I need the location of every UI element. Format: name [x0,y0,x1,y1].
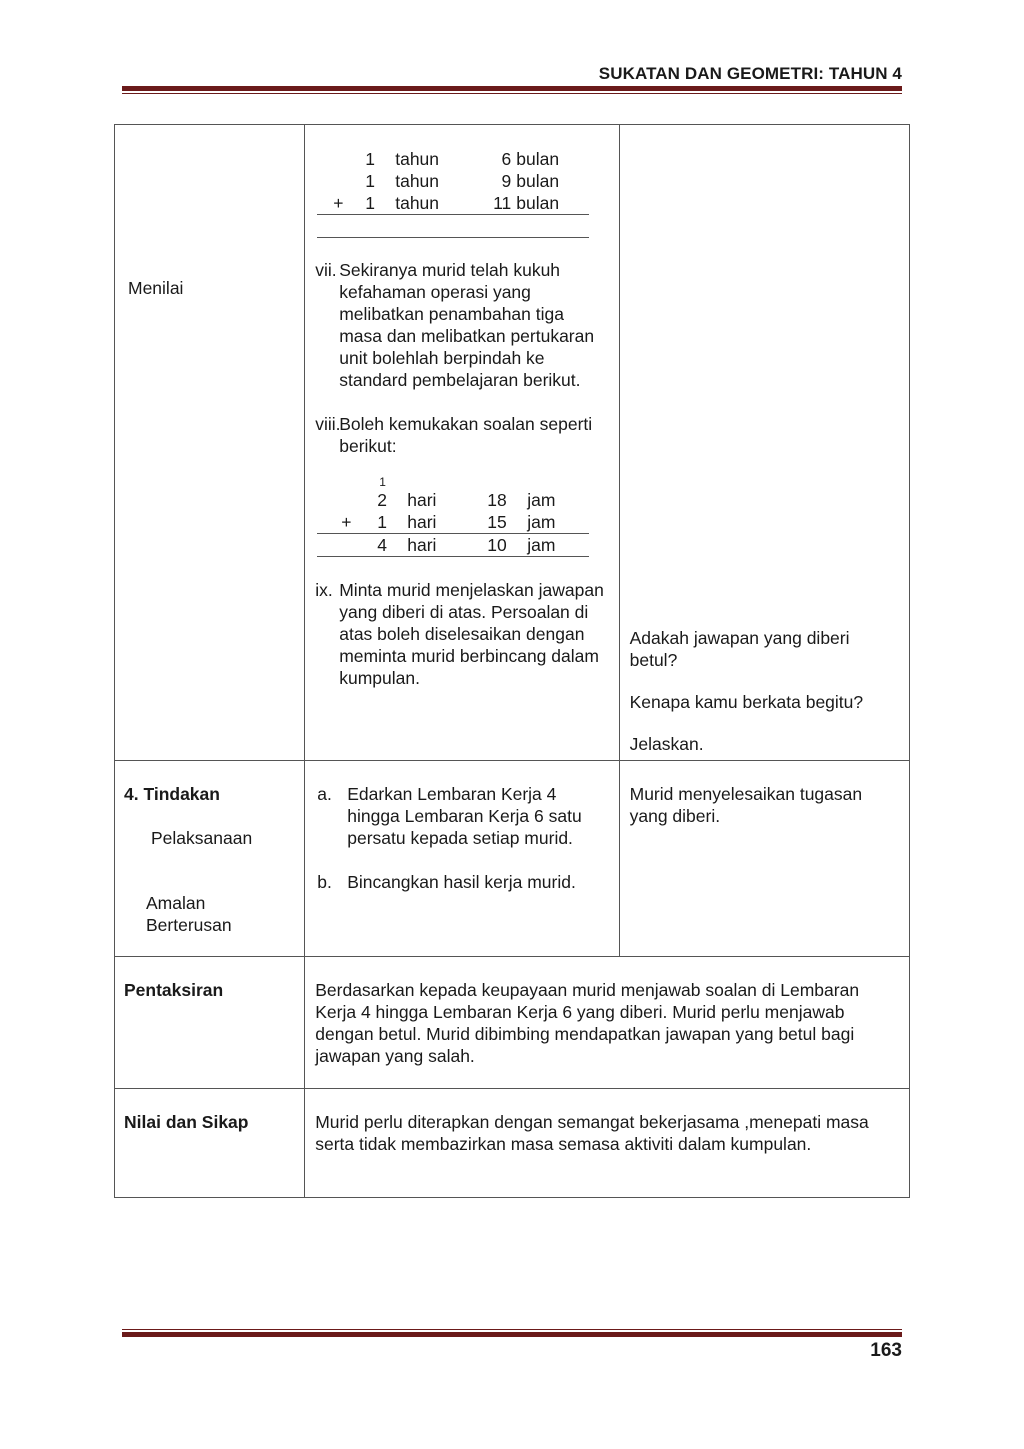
time-addition-years [317,148,589,238]
nilai-text-cell [305,1089,910,1198]
menilai-activity-cell [305,125,619,761]
calc-row: + 1 hari 15 jam [317,511,589,534]
tindakan-note: Murid menyelesaikan tugasan yang diberi. [629,784,863,826]
footer-rule [122,1329,902,1337]
header-rule [122,86,902,94]
menilai-label: Menilai [128,278,184,298]
table-row-nilai [115,1089,910,1198]
calc-row: 1 tahun 6 bulan [365,149,560,169]
carry-digit: 1 [379,475,386,489]
pentaksiran-text: Berdasarkan kepada keupayaan murid menjawab soalan di Lembaran Kerja 4 hingga Lembaran Kerja 6 yang diberi. Murid perlu menjawab dengan betul. Murid dibimbing mendapatkan jawapan yang betul bagi jawapan yang salah. [315,980,860,1066]
list-item: a. Edarkan Lembaran Kerja 4 hingga Lembaran Kerja 6 satu persatu kepada setiap murid. [317,784,582,848]
tindakan-activity-cell [305,761,619,957]
amalan-label: Amalan Berterusan [146,893,232,935]
note-question: Jelaskan. [629,734,704,754]
note-question: Adakah jawapan yang diberi betul? [629,628,850,670]
list-item: b. Bincangkan hasil kerja murid. [317,872,576,892]
note-question: Kenapa kamu berkata begitu? [629,692,864,712]
step-vii: vii. Sekiranya murid telah kukuh kefahaman operasi yang melibatkan penambahan tiga masa dan melibatkan pertukaran unit bolehlah berpindah ke standard pembelajaran berikut. [315,260,595,390]
calc-row: 1 tahun 9 bulan [365,171,560,191]
table-row-menilai [115,125,910,761]
step-ix: ix. Minta murid menjelaskan jawapan yang diberi di atas. Persoalan di atas boleh diselesaikan dengan meminta murid berbincang dalam kumpulan. [315,580,604,688]
lesson-plan-table [114,124,910,1198]
time-addition-days [317,467,589,557]
nilai-text: Murid perlu diterapkan dengan semangat bekerjasama ,menepati masa serta tidak membazirkan masa semasa aktiviti dalam kumpulan. [315,1112,869,1154]
nilai-label-cell [115,1089,305,1198]
pentaksiran-label: Pentaksiran [124,980,224,1000]
calc-row: 4 hari 10 jam [317,534,589,557]
table-row-tindakan [115,761,910,957]
menilai-label-cell [115,125,305,761]
table-row-pentaksiran [115,957,910,1089]
pentaksiran-text-cell [305,957,910,1089]
tindakan-label-cell [115,761,305,957]
step-viii: viii. Boleh kemukakan soalan seperti berikut: [315,414,593,456]
pelaksanaan-label: Pelaksanaan [151,828,253,848]
calc-row: 2 hari 18 jam [377,490,556,510]
nilai-label: Nilai dan Sikap [124,1112,249,1132]
page-header-title: SUKATAN DAN GEOMETRI: TAHUN 4 [598,64,902,83]
tindakan-heading: 4. Tindakan [124,784,220,804]
calc-answer-line [317,215,589,238]
calc-row: + 1 tahun 11 bulan [317,192,589,215]
pentaksiran-label-cell [115,957,305,1089]
menilai-notes-cell [619,125,909,761]
page-number: 163 [870,1340,902,1361]
tindakan-notes-cell [619,761,909,957]
